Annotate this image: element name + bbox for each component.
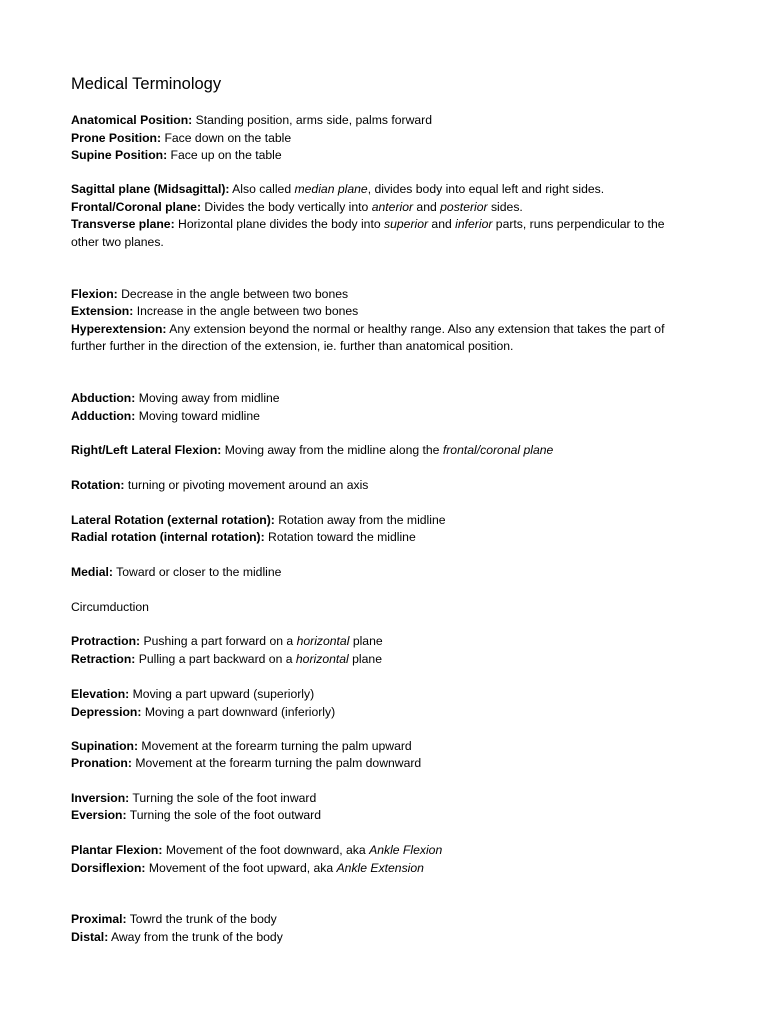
term-label: Medial: <box>71 565 113 579</box>
entry-eversion <box>71 807 321 825</box>
term-definition: plane <box>349 634 383 648</box>
term-emphasis: horizontal <box>295 652 349 666</box>
entry-rotation <box>71 477 368 495</box>
entry-pronation <box>71 755 421 773</box>
term-definition: Moving a part upward (superiorly) <box>129 687 315 701</box>
entry-inversion <box>71 790 316 808</box>
term-definition: Decrease in the angle between two bones <box>117 287 349 301</box>
term-emphasis: median plane <box>294 182 368 196</box>
term-label: Lateral Rotation (external rotation): <box>71 513 275 527</box>
entry-supine-position <box>71 147 282 165</box>
term-label: Depression: <box>71 705 142 719</box>
term-emphasis: horizontal <box>296 634 350 648</box>
entry-hyperextension <box>71 321 664 339</box>
entry-circumduction <box>71 599 149 617</box>
term-definition: Turning the sole of the foot inward <box>129 791 317 805</box>
entry-transverse-plane-continued <box>71 234 164 252</box>
entry-proximal <box>71 911 277 929</box>
term-label: Eversion: <box>71 808 127 822</box>
term-label: Frontal/Coronal plane: <box>71 200 202 214</box>
term-label: Supination: <box>71 739 139 753</box>
entry-distal <box>71 929 283 947</box>
term-label: Pronation: <box>71 756 132 770</box>
term-definition: Away from the trunk of the body <box>108 930 283 944</box>
term-definition: Moving toward midline <box>135 409 260 423</box>
term-definition: Face down on the table <box>161 131 292 145</box>
entry-flexion <box>71 286 348 304</box>
entry-retraction <box>71 651 382 669</box>
entry-transverse-plane <box>71 216 665 234</box>
term-label: Hyperextension: <box>71 322 167 336</box>
entry-medial <box>71 564 281 582</box>
term-definition: Movement at the forearm turning the palm upward <box>138 739 412 753</box>
term-emphasis: anterior <box>371 200 414 214</box>
term-definition: Movement of the foot downward, aka <box>162 843 370 857</box>
term-definition: Rotation away from the midline <box>274 513 446 527</box>
term-label: Inversion: <box>71 791 130 805</box>
term-definition: Rotation toward the midline <box>264 530 416 544</box>
term-label: Transverse plane: <box>71 217 175 231</box>
term-label: Plantar Flexion: <box>71 843 163 857</box>
term-emphasis: superior <box>384 217 429 231</box>
term-label: Abduction: <box>71 391 136 405</box>
term-label: Extension: <box>71 304 134 318</box>
term-definition: Pulling a part backward on a <box>135 652 296 666</box>
term-label: Prone Position: <box>71 131 162 145</box>
term-definition: Increase in the angle between two bones <box>133 304 359 318</box>
term-definition: Moving away from midline <box>135 391 280 405</box>
entry-elevation <box>71 686 314 704</box>
term-definition: Turning the sole of the foot outward <box>126 808 321 822</box>
entry-lateral-flexion <box>71 442 553 460</box>
term-definition: Moving a part downward (inferiorly) <box>141 705 336 719</box>
entry-protraction <box>71 633 383 651</box>
term-definition: Pushing a part forward on a <box>140 634 297 648</box>
term-definition: Toward or closer to the midline <box>112 565 282 579</box>
term-definition: and <box>413 200 441 214</box>
term-definition: Movement of the foot upward, aka <box>145 861 337 875</box>
entry-frontal-plane <box>71 199 523 217</box>
term-label: Anatomical Position: <box>71 113 193 127</box>
term-label: Adduction: <box>71 409 136 423</box>
term-definition: Any extension beyond the normal or healthy range. Also any extension that takes the part of <box>166 322 665 336</box>
term-emphasis: Ankle Flexion <box>369 843 443 857</box>
entry-prone-position <box>71 130 291 148</box>
entry-abduction <box>71 390 280 408</box>
term-emphasis: posterior <box>440 200 488 214</box>
term-definition: Towrd the trunk of the body <box>126 912 277 926</box>
entry-supination <box>71 738 412 756</box>
term-label: Flexion: <box>71 287 118 301</box>
term-label: Radial rotation (internal rotation): <box>71 530 265 544</box>
term-definition: further further in the direction of the extension, ie. further than anatomical position. <box>71 339 514 353</box>
term-label: Proximal: <box>71 912 127 926</box>
term-emphasis: Ankle Extension <box>336 861 424 875</box>
term-definition: other two planes. <box>71 235 164 249</box>
entry-depression <box>71 704 335 722</box>
entry-hyperextension-continued <box>71 338 513 356</box>
entry-lateral-rotation <box>71 512 446 530</box>
term-label: Dorsiflexion: <box>71 861 146 875</box>
term-label: Supine Position: <box>71 148 168 162</box>
term-definition: Moving away from the midline along the <box>221 443 443 457</box>
term-definition: Circumduction <box>71 600 149 614</box>
term-label: Rotation: <box>71 478 125 492</box>
term-label: Distal: <box>71 930 109 944</box>
term-label: Retraction: <box>71 652 136 666</box>
term-definition: Also called <box>229 182 295 196</box>
term-label: Right/Left Lateral Flexion: <box>71 443 222 457</box>
term-emphasis: inferior <box>455 217 493 231</box>
entry-dorsiflexion <box>71 860 424 878</box>
term-definition: Standing position, arms side, palms forward <box>192 113 433 127</box>
term-definition: Face up on the table <box>167 148 282 162</box>
entry-sagittal-plane <box>71 181 604 199</box>
term-definition: Horizontal plane divides the body into <box>174 217 385 231</box>
term-definition: and <box>428 217 456 231</box>
term-label: Protraction: <box>71 634 141 648</box>
entry-anatomical-position <box>71 112 432 130</box>
page-title: Medical Terminology <box>71 75 222 93</box>
term-label: Elevation: <box>71 687 130 701</box>
term-emphasis: frontal/coronal plane <box>442 443 554 457</box>
term-definition: , divides body into equal left and right sides. <box>367 182 605 196</box>
term-definition: Divides the body vertically into <box>201 200 372 214</box>
term-definition: parts, runs perpendicular to the <box>492 217 665 231</box>
entry-extension <box>71 303 358 321</box>
entry-radial-rotation <box>71 529 416 547</box>
term-definition: plane <box>348 652 382 666</box>
term-definition: sides. <box>487 200 523 214</box>
term-label: Sagittal plane (Midsagittal): <box>71 182 230 196</box>
entry-adduction <box>71 408 260 426</box>
entry-plantar-flexion <box>71 842 442 860</box>
term-definition: turning or pivoting movement around an axis <box>124 478 369 492</box>
term-definition: Movement at the forearm turning the palm downward <box>131 756 422 770</box>
